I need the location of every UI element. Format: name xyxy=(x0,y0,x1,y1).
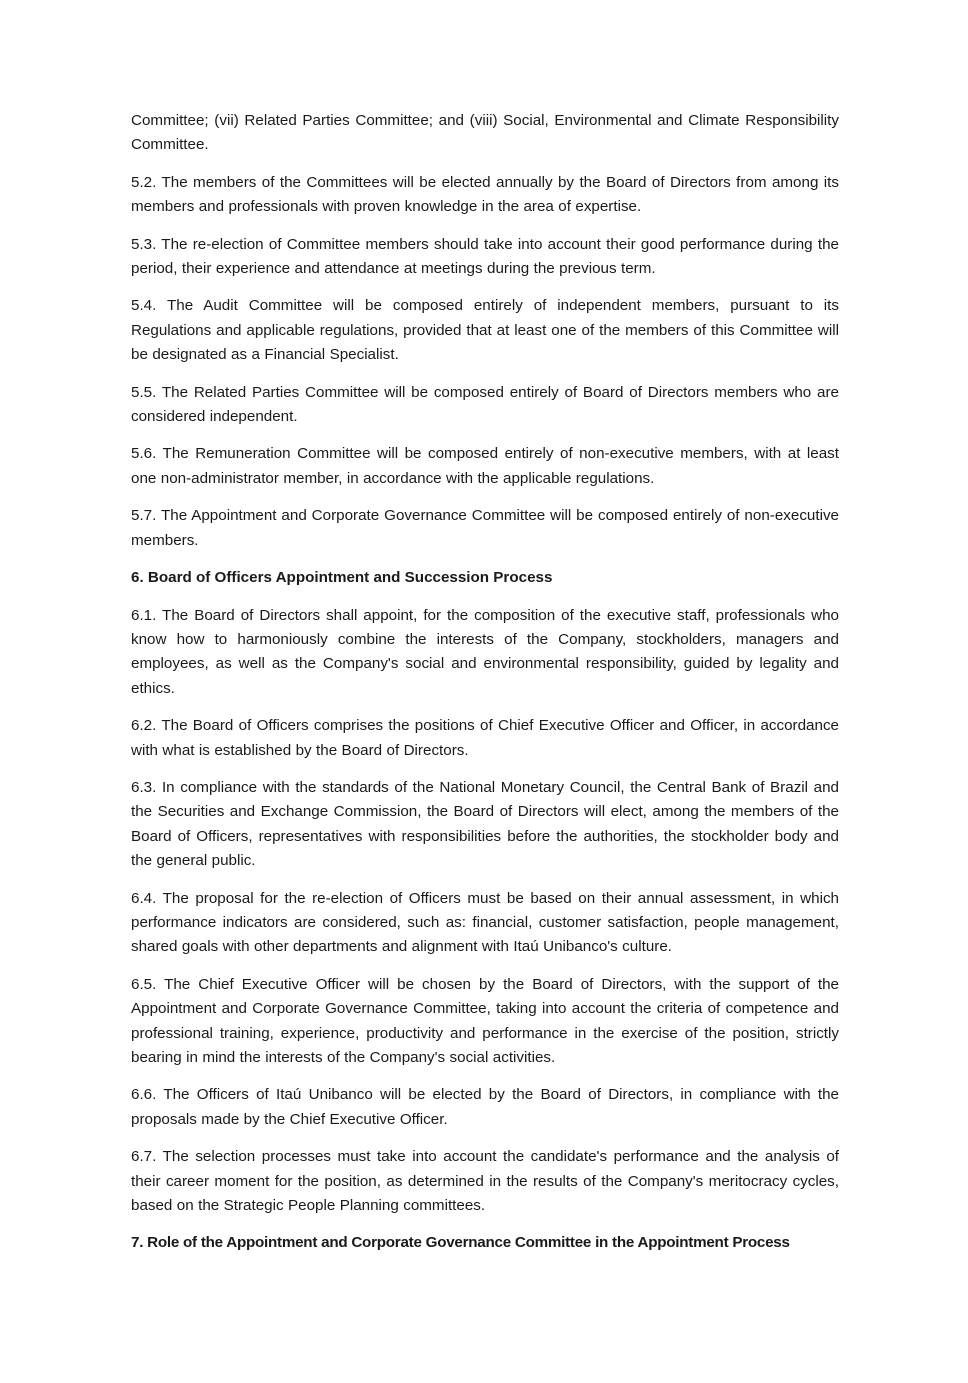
paragraph-committee-list-end: Committee; (vii) Related Parties Committee; and (viii) Social, Environmental and Climate Responsibility Committee. xyxy=(131,112,839,154)
paragraph-6-2: 6.2. The Board of Officers comprises the positions of Chief Executive Officer and Officer, in accordance with what is established by the Board of Directors. xyxy=(131,717,839,759)
paragraph-5-5: 5.5. The Related Parties Committee will be composed entirely of Board of Directors members who are considered independent. xyxy=(131,383,839,426)
paragraph-6-5: 6.5. The Chief Executive Officer will be chosen by the Board of Directors, with the support of the Appointment and Corporate Governance Committee, taking into account the criteria of competence and professional training, experience, productivity and performance in the exercise of the position, strictly bearing in mind the interests of the Company's social activities. xyxy=(131,975,839,1066)
section-6-heading: 6. Board of Officers Appointment and Succession Process xyxy=(131,569,553,587)
paragraph-6-3: 6.3. In compliance with the standards of the National Monetary Council, the Central Bank of Brazil and the Securities and Exchange Commission, the Board of Directors will elect, among the members of the Board of Officers, representatives with responsibilities before the authorities, the stockholder body and the general public. xyxy=(131,778,839,870)
paragraph-5-3: 5.3. The re-election of Committee members should take into account their good performance during the period, their experience and attendance at meetings during the previous term. xyxy=(131,235,839,278)
paragraph-5-7: 5.7. The Appointment and Corporate Governance Committee will be composed entirely of non-executive members. xyxy=(131,507,839,549)
section-7-heading: 7. Role of the Appointment and Corporate Governance Committee in the Appointment Process xyxy=(131,1234,790,1252)
paragraph-5-2: 5.2. The members of the Committees will be elected annually by the Board of Directors from among its members and professionals with proven knowledge in the area of expertise. xyxy=(131,173,839,216)
paragraph-6-4: 6.4. The proposal for the re-election of Officers must be based on their annual assessment, in which performance indicators are considered, such as: financial, customer satisfaction, people management, shared goals with other departments and alignment with Itaú Unibanco's culture. xyxy=(131,889,839,956)
paragraph-6-7: 6.7. The selection processes must take into account the candidate's performance and the analysis of their career moment for the position, as determined in the results of the Company's meritocracy cycles, based on the Strategic People Planning committees. xyxy=(131,1148,839,1215)
document-page xyxy=(131,109,839,1269)
paragraph-5-4: 5.4. The Audit Committee will be composed entirely of independent members, pursuant to its Regulations and applicable regulations, provided that at least one of the members of this Committee will be designated as a Financial Specialist. xyxy=(131,297,839,364)
paragraph-6-6: 6.6. The Officers of Itaú Unibanco will be elected by the Board of Directors, in compliance with the proposals made by the Chief Executive Officer. xyxy=(131,1086,839,1128)
paragraph-6-1: 6.1. The Board of Directors shall appoint, for the composition of the executive staff, professionals who know how to harmoniously combine the interests of the Company, stockholders, managers and employees, as well as the Company's social and environmental responsibility, guided by legality and ethics. xyxy=(131,606,839,697)
paragraph-5-6: 5.6. The Remuneration Committee will be composed entirely of non-executive members, with at least one non-administrator member, in accordance with the applicable regulations. xyxy=(131,445,839,487)
